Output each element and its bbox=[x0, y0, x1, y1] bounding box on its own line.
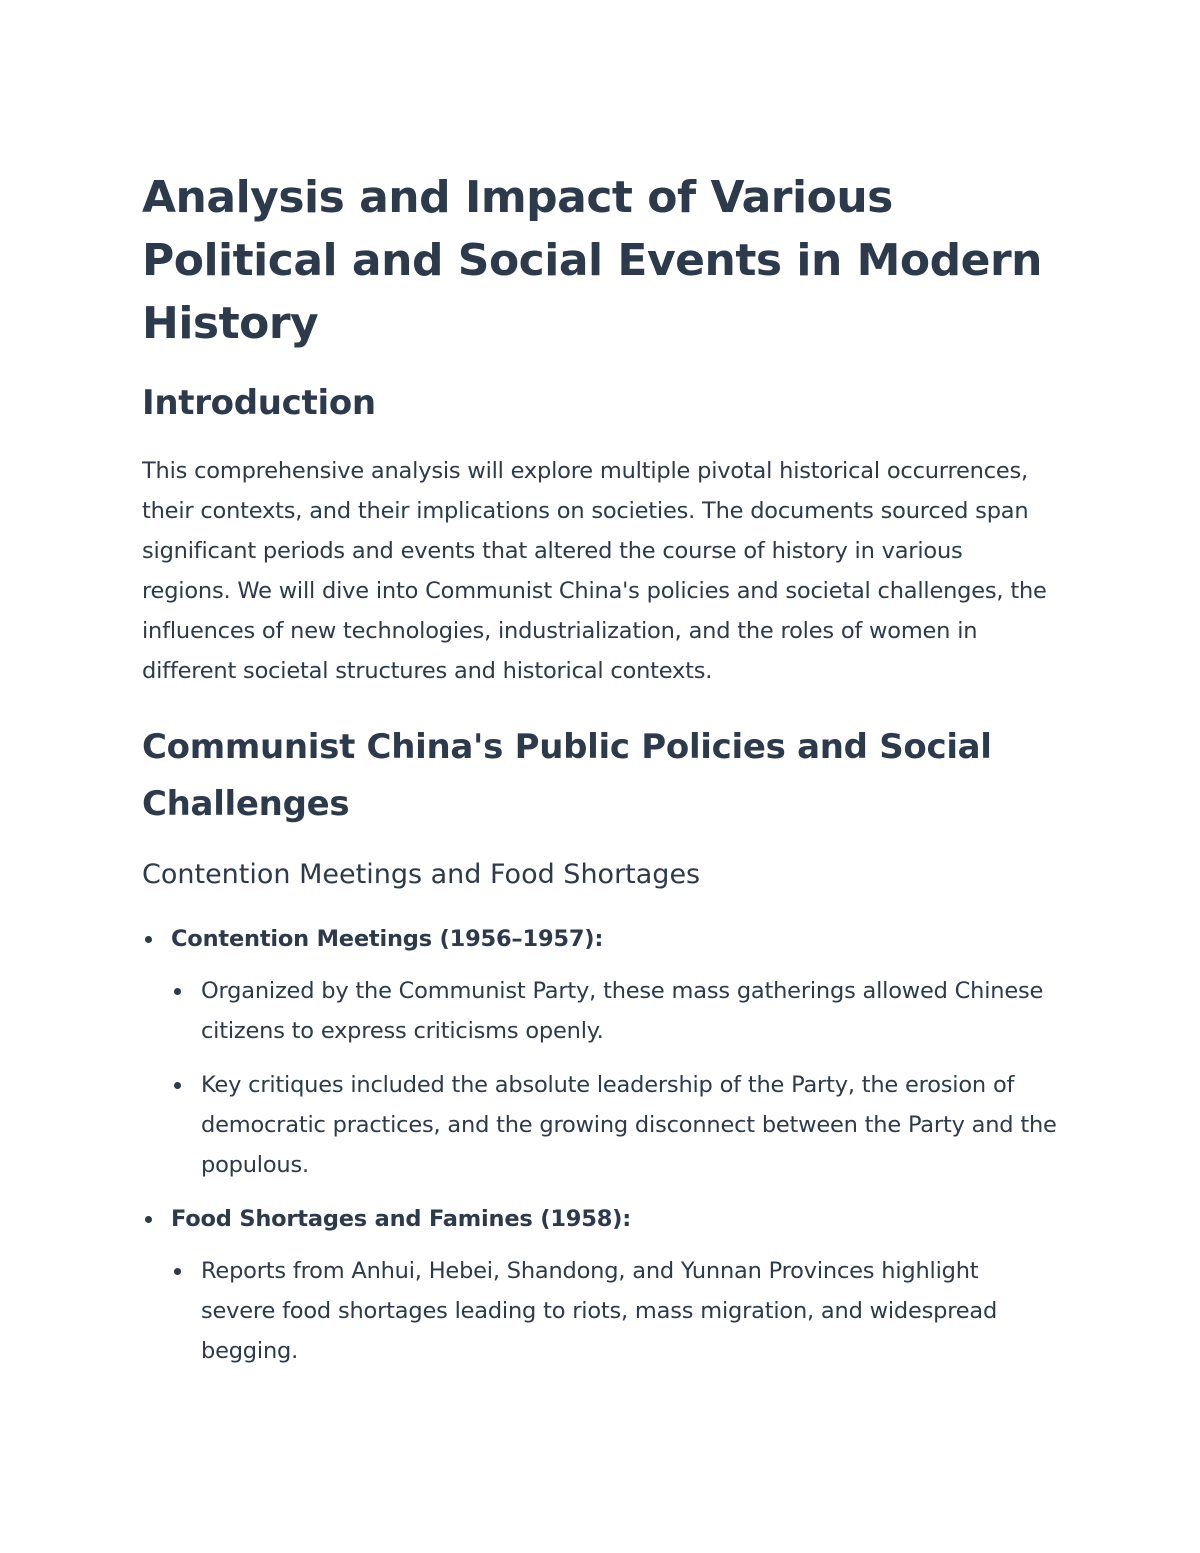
list-item bbox=[142, 1199, 1057, 1371]
bullet-icon bbox=[174, 988, 181, 995]
nested-bullet-list bbox=[171, 1251, 1057, 1371]
bullet-list bbox=[142, 919, 1057, 1371]
bullet-icon bbox=[145, 936, 152, 943]
nested-list-item-text: Organized by the Communist Party, these mass gatherings allowed Chinese citizens to express criticisms openly. bbox=[201, 978, 1044, 1044]
introduction-paragraph: This comprehensive analysis will explore multiple pivotal historical occurrences, their contexts, and their implications on societies. The documents sourced span significant periods and events that altered the course of history in various regions. We will dive into Communist China's policies and societal challenges, the influences of new technologies, industrialization, and the roles of women in different societal structures and historical contexts. bbox=[142, 458, 1047, 684]
document-page bbox=[142, 166, 1057, 1385]
nested-list-item-text: Reports from Anhui, Hebei, Shandong, and Yunnan Provinces highlight severe food shortages leading to riots, mass migration, and widespread begging. bbox=[201, 1258, 998, 1364]
bullet-icon bbox=[174, 1082, 181, 1089]
list-item-label: Food Shortages and Famines (1958): bbox=[171, 1206, 632, 1232]
nested-list-item-text: Key critiques included the absolute leadership of the Party, the erosion of democratic practices, and the growing disconnect between the Party and the populous. bbox=[201, 1072, 1057, 1178]
nested-list-item bbox=[171, 1251, 1057, 1371]
section-heading: Communist China's Public Policies and Social Challenges bbox=[142, 727, 992, 824]
subsection-heading: Contention Meetings and Food Shortages bbox=[142, 859, 701, 890]
list-item bbox=[142, 919, 1057, 1185]
bullet-icon bbox=[145, 1216, 152, 1223]
bullet-icon bbox=[174, 1268, 181, 1275]
list-item-label: Contention Meetings (1956–1957): bbox=[171, 926, 604, 952]
nested-bullet-list bbox=[171, 971, 1057, 1185]
nested-list-item bbox=[171, 1065, 1057, 1185]
document-title: Analysis and Impact of Various Political and Social Events in Modern History bbox=[142, 172, 1042, 349]
introduction-heading: Introduction bbox=[142, 383, 376, 423]
nested-list-item bbox=[171, 971, 1057, 1051]
